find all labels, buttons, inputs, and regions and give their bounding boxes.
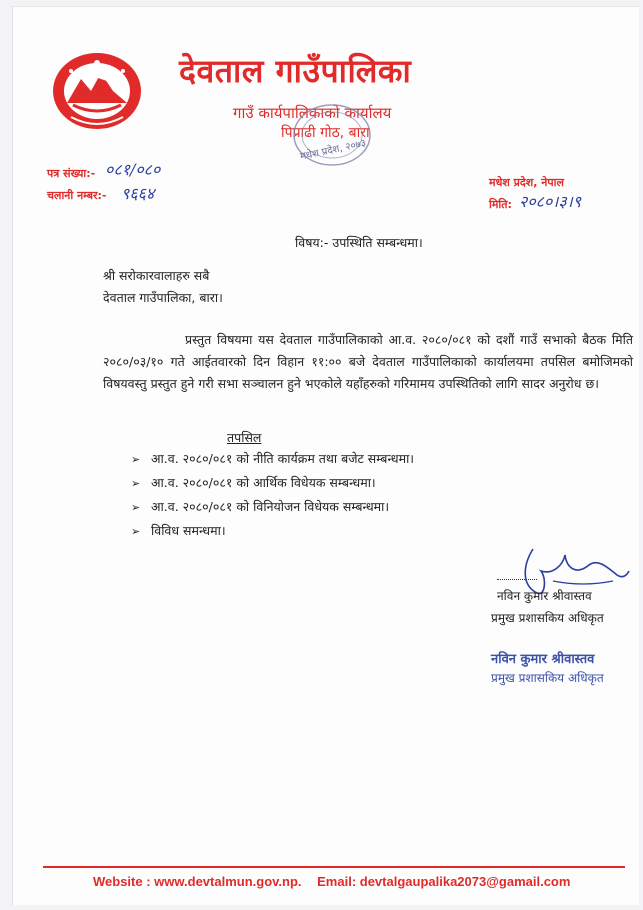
arrow-bullet-icon: ➢ [131,501,141,514]
footer-divider [43,866,625,868]
office-subtitle: गाउँ कार्यपालिकाको कार्यालय [233,104,392,122]
list-item: ➢ आ.व. २०८०/०८१ को आर्थिक विधेयक सम्बन्धमा। [131,471,414,495]
schedule-list [131,447,414,543]
footer-website: Website : www.devtalmun.gov.np. [93,874,302,889]
dispatch-no-value: ९६६४ [121,184,155,203]
footer-email: Email: devtalgaupalika2073@gamail.com [317,874,571,889]
signature-dotted-line [497,579,537,580]
province-label: मधेश प्रदेश, नेपाल [489,176,564,189]
list-item: ➢ आ.व. २०८०/०८१ को विनियोजन विधेयक सम्बन्धमा। [131,495,414,519]
arrow-bullet-icon: ➢ [131,525,141,538]
office-location: पिप्राढी गोठ, बारा [281,125,370,141]
dispatch-no-label: चलानी नम्बर:- [47,189,107,202]
municipality-title: देवताल गाउँपालिका [179,52,412,90]
date-label: मिति: [489,198,512,211]
list-item: ➢ विविध समन्धमा। [131,519,414,543]
signatory-name: नविन कुमार श्रीवास्तव [497,589,592,603]
letter-subject: विषय:- उपस्थिति सम्बन्धमा। [295,235,423,250]
nepal-emblem-icon [51,51,143,131]
seal-text: मधेश प्रदेश, २०७३ [299,138,368,163]
signatory-post: प्रमुख प्रशासकिय अधिकृत [491,611,604,625]
schedule-title: तपसिल [227,430,262,445]
arrow-bullet-icon: ➢ [131,477,141,490]
stamp-name: नविन कुमार श्रीवास्तव [491,652,595,667]
recipient-line-1: श्री सरोकारवालाहरु सबै [103,268,210,283]
date-value: २०८०।३।९ [519,192,582,211]
letter-no-label: पत्र संख्या:- [47,167,96,180]
stamp-post: प्रमुख प्रशासकिय अधिकृत [491,671,604,685]
letter-no-value: ०८१/०८० [105,160,161,179]
arrow-bullet-icon: ➢ [131,453,141,466]
letter-paragraph: प्रस्तुत विषयमा यस देवताल गाउँपालिकाको आ.व. २०८०/०८१ को दशौं गाउँ सभाको बैठक मिति २०८०/०३/१० गते आईतवारको दिन विहान ११:०० बजे देवताल गाउँपालिकाको कार्यालयमा तपसिल बमोजिमको विषयवस्तु प्रस्तुत हुने गरी सभा सञ्चालन हुने भएकोले यहाँहरुको गरिमामय उपस्थितिको लागि सादर अनुरोध छ। [103,332,633,391]
letter-page [12,6,639,905]
list-item: ➢ आ.व. २०८०/०८१ को नीति कार्यक्रम तथा बजेट सम्बन्धमा। [131,447,414,471]
footer-contact [93,874,570,889]
recipient-line-2: देवताल गाउँपालिका, बारा। [103,290,223,305]
